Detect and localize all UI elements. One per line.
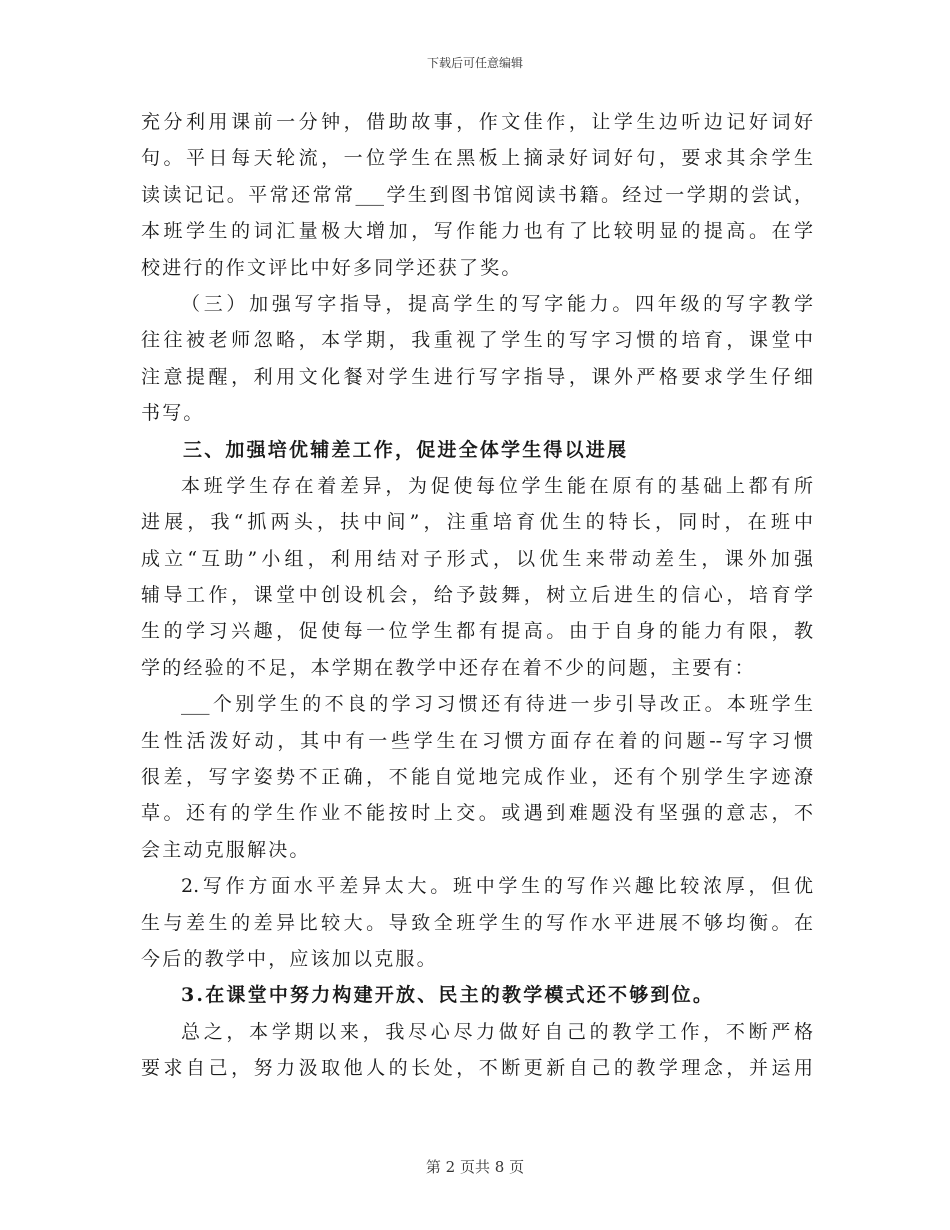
text-line: 成立“互助”小组，利用结对子形式，以优生来带动差生，课外加强	[141, 547, 813, 570]
section-heading: 三、加强培优辅差工作，促进全体学生得以进展	[183, 438, 629, 461]
text-line: 会主动克服解决。	[141, 838, 311, 861]
text-line: 要求自己，努力汲取他人的长处，不断更新自己的教学理念，并运用	[141, 1057, 813, 1080]
text-line: 学的经验的不足，本学期在教学中还存在着不少的问题，主要有：	[141, 656, 756, 679]
text-line: 句。平日每天轮流，一位学生在黑板上摘录好词好句，要求其余学生	[141, 147, 813, 170]
text-line: 生性活泼好动，其中有一些学生在习惯方面存在着的问题--写字习惯	[141, 729, 813, 752]
text-line: 今后的教学中，应该加以克服。	[141, 947, 438, 970]
text-line: 进展，我“抓两头，扶中间”，注重培育优生的特长，同时，在班中	[141, 511, 813, 534]
text-line: 很差，写字姿势不正确，不能自觉地完成作业，还有个别学生字迹潦	[141, 766, 813, 789]
section-heading: 3.在课堂中努力构建开放、民主的教学模式还不够到位。	[181, 984, 715, 1007]
text-line: 本班学生存在着差异，为促使每位学生能在原有的基础上都有所	[181, 474, 813, 497]
text-line: 草。还有的学生作业不能按时上交。或遇到难题没有坚强的意志，不	[141, 802, 813, 825]
text-line: ___个别学生的不良的学习习惯还有待进一步引导改正。本班学生	[181, 693, 813, 716]
text-line: 总之，本学期以来，我尽心尽力做好自己的教学工作，不断严格	[181, 1020, 813, 1043]
text-line: 生的学习兴趣，促使每一位学生都有提高。由于自身的能力有限，教	[141, 620, 813, 643]
text-line: 往往被老师忽略，本学期，我重视了学生的写字习惯的培育，课堂中	[141, 329, 813, 352]
document-body	[141, 104, 813, 1087]
text-line: 2.写作方面水平差异太大。班中学生的写作兴趣比较浓厚，但优	[181, 875, 813, 898]
text-line: 读读记记。平常还常常___学生到图书馆阅读书籍。经过一学期的尝试，	[141, 183, 813, 206]
text-line: 生与差生的差异比较大。导致全班学生的写作水平进展不够均衡。在	[141, 911, 813, 934]
text-line: 辅导工作，课堂中创设机会，给予鼓舞，树立后进生的信心，培育学	[141, 584, 813, 607]
page-header: 下载后可任意编辑	[426, 56, 523, 70]
text-line: 充分利用课前一分钟，借助故事，作文佳作，让学生边听边记好词好	[141, 111, 813, 133]
text-line: 注意提醒，利用文化餐对学生进行写字指导，课外严格要求学生仔细	[141, 365, 813, 388]
text-line: （三）加强写字指导，提高学生的写字能力。四年级的写字教学	[181, 292, 813, 315]
page-footer: 第 2 页共 8 页	[425, 1158, 525, 1176]
text-line: 本班学生的词汇量极大增加，写作能力也有了比较明显的提高。在学	[141, 220, 813, 243]
text-line: 书写。	[141, 402, 205, 425]
text-line: 校进行的作文评比中好多同学还获了奖。	[141, 256, 523, 279]
